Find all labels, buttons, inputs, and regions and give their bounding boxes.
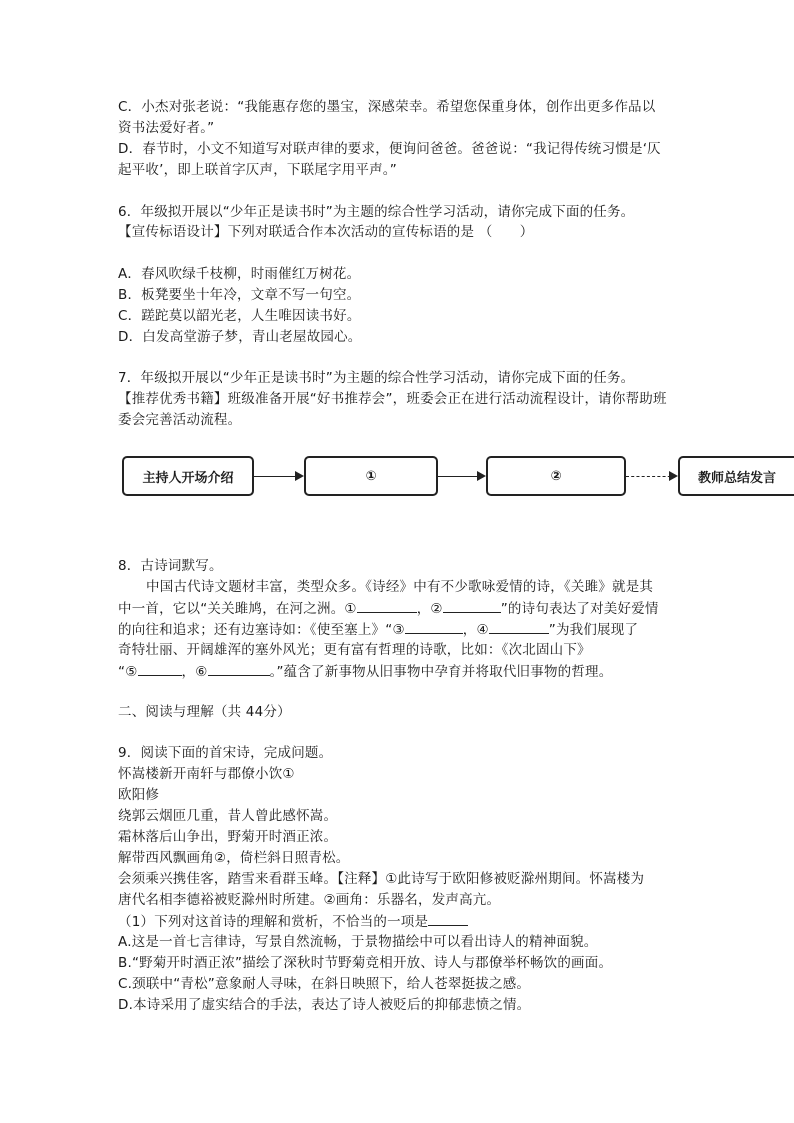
q8-text: ，②	[416, 601, 443, 617]
q6-option-a: A．春风吹绿千枝柳，时雨催红万树花。	[118, 266, 361, 282]
q6-task: 【宣传标语设计】下列对联适合作本次活动的宣传标语的是 （ ）	[118, 224, 534, 240]
q6-stem: 6．年级拟开展以“少年正是读书时”为主题的综合性学习活动，请你完成下面的任务。	[118, 204, 635, 220]
q8-text: ”的诗句表达了对美好爱情	[500, 601, 659, 617]
flow-step-blank-2: ②	[486, 456, 626, 496]
poem-title: 怀嵩楼新开南轩与郡僚小饮①	[118, 766, 295, 782]
q8-text: 中一首，它以“关关雎鸠，在河之洲。①	[118, 601, 357, 617]
q6-option-d: D．白发高堂游子梦，青山老屋故园心。	[118, 329, 362, 345]
answer-blank-5[interactable]	[138, 661, 182, 676]
activity-flow-chart	[0, 456, 794, 502]
poem-notes: 唐代名相李德裕被贬滁州时所建。②画角：乐器名，发声高亢。	[118, 892, 501, 908]
q9-option-b: B.“野菊开时酒正浓”描绘了深秋时节野菊竞相开放、诗人与郡僚举杯畅饮的画面。	[118, 955, 613, 971]
q9-stem: 9．阅读下面的首宋诗，完成问题。	[118, 745, 333, 761]
q8-text: 。”蕴含了新事物从旧事物中孕育并将取代旧事物的哲理。	[269, 664, 613, 680]
q8-text: ，④	[462, 622, 489, 638]
q6-option-c: C．蹉跎莫以韶光老，人生唯因读书好。	[118, 308, 361, 324]
flow-arrow-3	[626, 476, 676, 477]
q8-stem: 8．古诗词默写。	[118, 558, 223, 574]
q9-option-c: C.颈联中“青松”意象耐人寻味，在斜日映照下，给人苍翠挺拔之感。	[118, 976, 531, 992]
poem-line-3: 解带西风飘画角②，倚栏斜日照青松。	[118, 850, 350, 866]
q7-task-line1: 【推荐优秀书籍】班级准备开展“好书推荐会”，班委会正在进行活动流程设计，请你帮助班	[118, 391, 667, 407]
q5-option-c-line2: 资书法爱好者。”	[118, 120, 215, 136]
flow-step-host-intro: 主持人开场介绍	[122, 456, 254, 496]
answer-blank-3[interactable]	[405, 619, 463, 634]
q8-para-line1: 中国古代诗文题材丰富，类型众多。《诗经》中有不少歌咏爱情的诗，《关雎》就是其	[146, 579, 654, 595]
flow-step-teacher-summary: 教师总结发言	[678, 456, 794, 496]
q8-para-line3	[118, 619, 638, 640]
q9-option-a: A.这是一首七言律诗，写景自然流畅，于景物描绘中可以看出诗人的精神面貌。	[118, 934, 598, 950]
poem-author: 欧阳修	[118, 787, 160, 803]
flow-arrow-2	[438, 476, 484, 477]
poem-line-4-with-notes: 会须乘兴携佳客，踏雪来看群玉峰。【注释】①此诗写于欧阳修被贬滁州期间。怀嵩楼为	[118, 871, 645, 887]
q8-text: ，⑥	[181, 664, 208, 680]
q8-text: “⑤	[118, 664, 138, 680]
poem-line-1: 绕郭云烟匝几重，昔人曾此感怀嵩。	[118, 808, 338, 824]
q7-task-line2: 委会完善活动流程。	[118, 412, 242, 428]
q9-sub1	[118, 911, 468, 932]
q8-para-line4: 奇特壮丽、开阔雄浑的塞外风光；更有富有哲理的诗歌，比如：《次北固山下》	[118, 642, 591, 658]
q8-text: ”为我们展现了	[548, 622, 639, 638]
q5-option-c-line1: C．小杰对张老说：“我能惠存您的墨宝，深感荣幸。希望您保重身体，创作出更多作品以	[118, 99, 656, 115]
q7-stem: 7．年级拟开展以“少年正是读书时”为主题的综合性学习活动，请你完成下面的任务。	[118, 370, 635, 386]
q9-sub1-text: （1）下列对这首诗的理解和赏析，不恰当的一项是	[118, 914, 429, 930]
q6-option-b: B．板凳要坐十年冷，文章不写一句空。	[118, 287, 361, 303]
answer-blank-1[interactable]	[357, 598, 417, 613]
flow-arrow-1	[254, 476, 302, 477]
answer-blank-q9-1[interactable]	[428, 911, 468, 926]
flow-step-blank-1: ①	[304, 456, 438, 496]
answer-blank-4[interactable]	[489, 619, 549, 634]
answer-blank-2[interactable]	[443, 598, 501, 613]
q5-option-d-line2: 起平收’，即上联首字仄声，下联尾字用平声。”	[118, 162, 397, 178]
q5-option-d-line1: D．春节时，小文不知道写对联声律的要求，便询问爸爸。爸爸说：“我记得传统习惯是‘仄	[118, 141, 661, 157]
section-heading: 二、阅读与理解（共 44分）	[118, 704, 291, 720]
poem-line-2: 霜林落后山争出，野菊开时酒正浓。	[118, 829, 338, 845]
q8-text: 的向往和追求；还有边塞诗如：《使至塞上》“③	[118, 622, 405, 638]
q9-option-d: D.本诗采用了虚实结合的手法，表达了诗人被贬后的抑郁悲愤之情。	[118, 997, 531, 1013]
q8-para-line2	[118, 598, 659, 619]
q8-para-line5	[118, 661, 612, 682]
answer-blank-6[interactable]	[208, 661, 270, 676]
